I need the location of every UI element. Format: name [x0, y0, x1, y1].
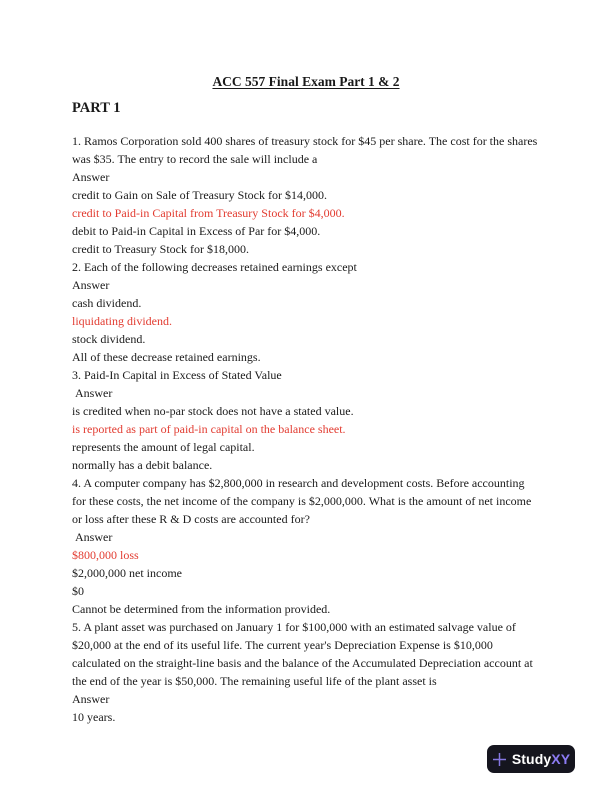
answer-option: $0: [72, 584, 84, 598]
answer-label: Answer: [72, 170, 110, 184]
brand-name-accent: XY: [551, 751, 571, 767]
answer-option: cash dividend.: [72, 296, 142, 310]
question-block: [72, 474, 540, 618]
question-block: [72, 132, 540, 258]
question-block: [72, 258, 540, 366]
exam-title: ACC 557 Final Exam Part 1 & 2: [212, 74, 400, 89]
question-text: 1. Ramos Corporation sold 400 shares of treasury stock for $45 per share. The cost for the shares was $35. The entry to record the sale will include a: [72, 134, 541, 166]
answer-option-correct: is reported as part of paid-in capital on the balance sheet.: [72, 422, 346, 436]
answer-option: debit to Paid-in Capital in Excess of Par for $4,000.: [72, 224, 321, 238]
answer-option: credit to Treasury Stock for $18,000.: [72, 242, 249, 256]
brand-name-primary: Study: [511, 751, 552, 767]
question-text: 3. Paid-In Capital in Excess of Stated Value: [72, 368, 282, 382]
plus-icon: [492, 752, 507, 767]
question-block: [72, 618, 540, 726]
answer-option: stock dividend.: [72, 332, 146, 346]
question-text: 4. A computer company has $2,800,000 in research and development costs. Before accounting for these costs, the net income of the company is $2,000,000. What is the amount of net income or loss after these R & D costs are accounted for?: [72, 476, 535, 526]
answer-option: represents the amount of legal capital.: [72, 440, 255, 454]
answer-option: 10 years.: [72, 710, 116, 724]
answer-option-correct: liquidating dividend.: [72, 314, 172, 328]
answer-option: All of these decrease retained earnings.: [72, 350, 261, 364]
answer-option: normally has a debit balance.: [72, 458, 213, 472]
answer-label: Answer: [72, 692, 110, 706]
answer-option-correct: credit to Paid-in Capital from Treasury Stock for $4,000.: [72, 206, 345, 220]
answer-label: Answer: [72, 386, 113, 400]
studyxy-logo: [487, 745, 575, 773]
brand-name: [512, 752, 570, 766]
answer-option-correct: $800,000 loss: [72, 548, 139, 562]
answer-option: Cannot be determined from the information provided.: [72, 602, 331, 616]
questions-list: [72, 132, 540, 726]
answer-option: $2,000,000 net income: [72, 566, 182, 580]
answer-option: credit to Gain on Sale of Treasury Stock for $14,000.: [72, 188, 327, 202]
question-text: 2. Each of the following decreases retained earnings except: [72, 260, 357, 274]
answer-label: Answer: [72, 530, 113, 544]
question-text: 5. A plant asset was purchased on January 1 for $100,000 with an estimated salvage value of $20,000 at the end of its useful life. The current year's Depreciation Expense is $10,000 calculated on the straight-line basis and the balance of the Accumulated Depreciation account at the end of the year is $50,000. The remaining useful life of the plant asset is: [72, 620, 536, 688]
part-1-heading: PART 1: [72, 100, 121, 116]
answer-option: is credited when no-par stock does not have a stated value.: [72, 404, 354, 418]
answer-label: Answer: [72, 278, 110, 292]
question-block: [72, 366, 540, 474]
